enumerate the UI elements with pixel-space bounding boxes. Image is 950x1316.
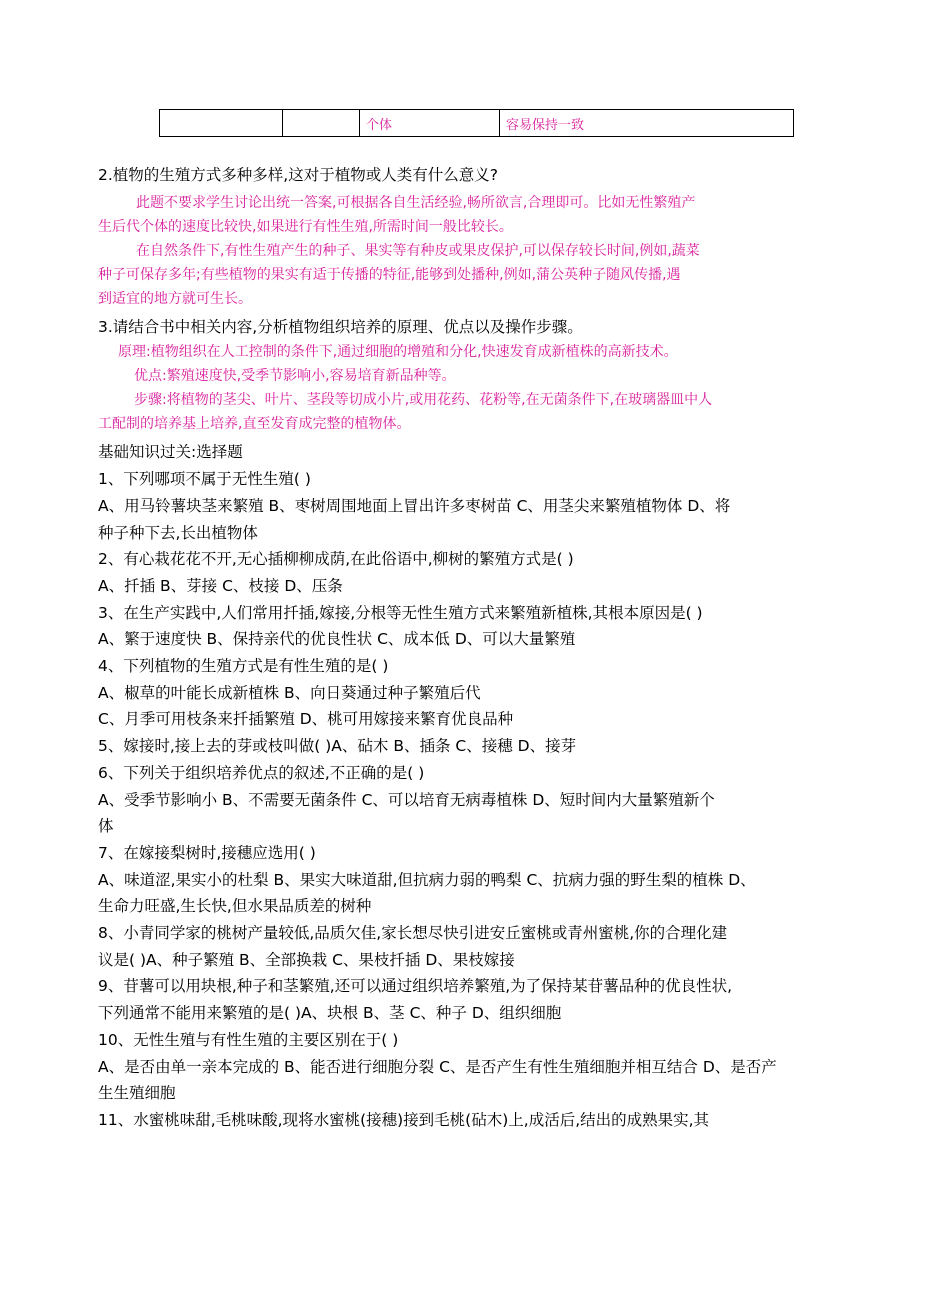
q3-answer-line: 工配制的培养基上培养,直至发育成完整的植物体。 xyxy=(98,416,411,433)
question-line: 生命力旺盛,生长快,但水果品质差的树种 xyxy=(98,897,372,916)
question-line: A、用马铃薯块茎来繁殖 B、枣树周围地面上冒出许多枣树苗 C、用茎尖来繁殖植物体 D、将 xyxy=(98,496,731,515)
question-line: 种子种下去,长出植物体 xyxy=(98,523,258,542)
question-line: 9、苷薯可以用块根,种子和茎繁殖,还可以通过组织培养繁殖,为了保持某苷薯品种的优良性状, xyxy=(98,977,733,996)
question-line: A、是否由单一亲本完成的 B、能否进行细胞分裂 C、是否产生有性生殖细胞并相互结合 D、是否产 xyxy=(98,1057,777,1076)
question-line: 下列通常不能用来繁殖的是( )A、块根 B、茎 C、种子 D、组织细胞 xyxy=(98,1004,562,1023)
section-title: 基础知识过关:选择题 xyxy=(98,443,243,462)
table-cell xyxy=(160,110,283,137)
q2-answer-line: 到适宜的地方就可生长。 xyxy=(98,290,252,307)
question-line: A、繁于速度快 B、保持亲代的优良性状 C、成本低 D、可以大量繁殖 xyxy=(98,630,576,649)
q2-answer-line: 生后代个体的速度比较快,如果进行有性生殖,所需时间一般比较长。 xyxy=(98,218,513,235)
question-line: 1、下列哪项不属于无性生殖( ) xyxy=(98,470,311,489)
answer-table-row xyxy=(159,109,794,137)
q3-answer-line: 步骤:将植物的茎尖、叶片、茎段等切成小片,或用花药、花粉等,在无菌条件下,在玻璃器皿中人 xyxy=(134,392,713,409)
q2-answer-line: 在自然条件下,有性生殖产生的种子、果实等有种皮或果皮保护,可以保存较长时间,例如,蔬菜 xyxy=(136,242,700,259)
document-body xyxy=(98,162,858,1134)
question-line: 生生殖细胞 xyxy=(98,1084,176,1103)
table-row xyxy=(160,110,794,137)
question-line: 8、小青同学家的桃树产量较低,品质欠佳,家长想尽快引进安丘蜜桃或青州蜜桃,你的合理化建 xyxy=(98,924,728,943)
q2-answer-line: 此题不要求学生讨论出统一答案,可根据各自生活经验,畅所欲言,合理即可。比如无性繁殖产 xyxy=(136,194,696,211)
question-line: A、椒草的叶能长成新植株 B、向日葵通过种子繁殖后代 xyxy=(98,683,481,702)
question-line: C、月季可用枝条来扦插繁殖 D、桃可用嫁接来繁育优良品种 xyxy=(98,710,514,729)
question-2-title: 2.植物的生殖方式多种多样,这对于植物或人类有什么意义? xyxy=(98,166,498,184)
question-line: 6、下列关于组织培养优点的叙述,不正确的是( ) xyxy=(98,763,425,782)
table-cell: 容易保持一致 xyxy=(500,110,794,137)
q3-answer-line: 原理:植物组织在人工控制的条件下,通过细胞的增殖和分化,快速发育成新植株的高新技术。 xyxy=(118,344,678,361)
question-line: 3、在生产实践中,人们常用扦插,嫁接,分根等无性生殖方式来繁殖新植株,其根本原因是( ) xyxy=(98,603,703,622)
question-line: 5、嫁接时,接上去的芽或枝叫做( )A、砧木 B、插条 C、接穗 D、接芽 xyxy=(98,737,577,756)
question-line: 7、在嫁接梨树时,接穗应选用( ) xyxy=(98,843,316,862)
question-line: A、味道涩,果实小的杜梨 B、果实大味道甜,但抗病力弱的鸭梨 C、抗病力强的野生梨的植株 D、 xyxy=(98,870,756,889)
question-line: 4、下列植物的生殖方式是有性生殖的是( ) xyxy=(98,657,389,676)
table-cell xyxy=(283,110,360,137)
question-line: 10、无性生殖与有性生殖的主要区别在于( ) xyxy=(98,1030,399,1049)
question-line: 体 xyxy=(98,817,114,836)
q2-answer-line: 种子可保存多年;有些植物的果实有适于传播的特征,能够到处播种,例如,蒲公英种子随风传播,遇 xyxy=(98,266,681,283)
q3-answer-line: 优点:繁殖速度快,受季节影响小,容易培育新品种等。 xyxy=(134,368,456,385)
table-cell: 个体 xyxy=(360,110,500,137)
question-line: 议是( )A、种子繁殖 B、全部换栽 C、果枝扦插 D、果枝嫁接 xyxy=(98,950,515,969)
question-line: A、受季节影响小 B、不需要无菌条件 C、可以培育无病毒植株 D、短时间内大量繁殖新个 xyxy=(98,790,715,809)
question-line: A、扦插 B、芽接 C、枝接 D、压条 xyxy=(98,576,343,595)
question-line: 11、水蜜桃味甜,毛桃味酸,现将水蜜桃(接穗)接到毛桃(砧木)上,成活后,结出的成熟果实,其 xyxy=(98,1110,710,1129)
question-3-title: 3.请结合书中相关内容,分析植物组织培养的原理、优点以及操作步骤。 xyxy=(98,317,583,336)
question-line: 2、有心栽花花不开,无心插柳柳成荫,在此俗语中,柳树的繁殖方式是( ) xyxy=(98,550,574,569)
